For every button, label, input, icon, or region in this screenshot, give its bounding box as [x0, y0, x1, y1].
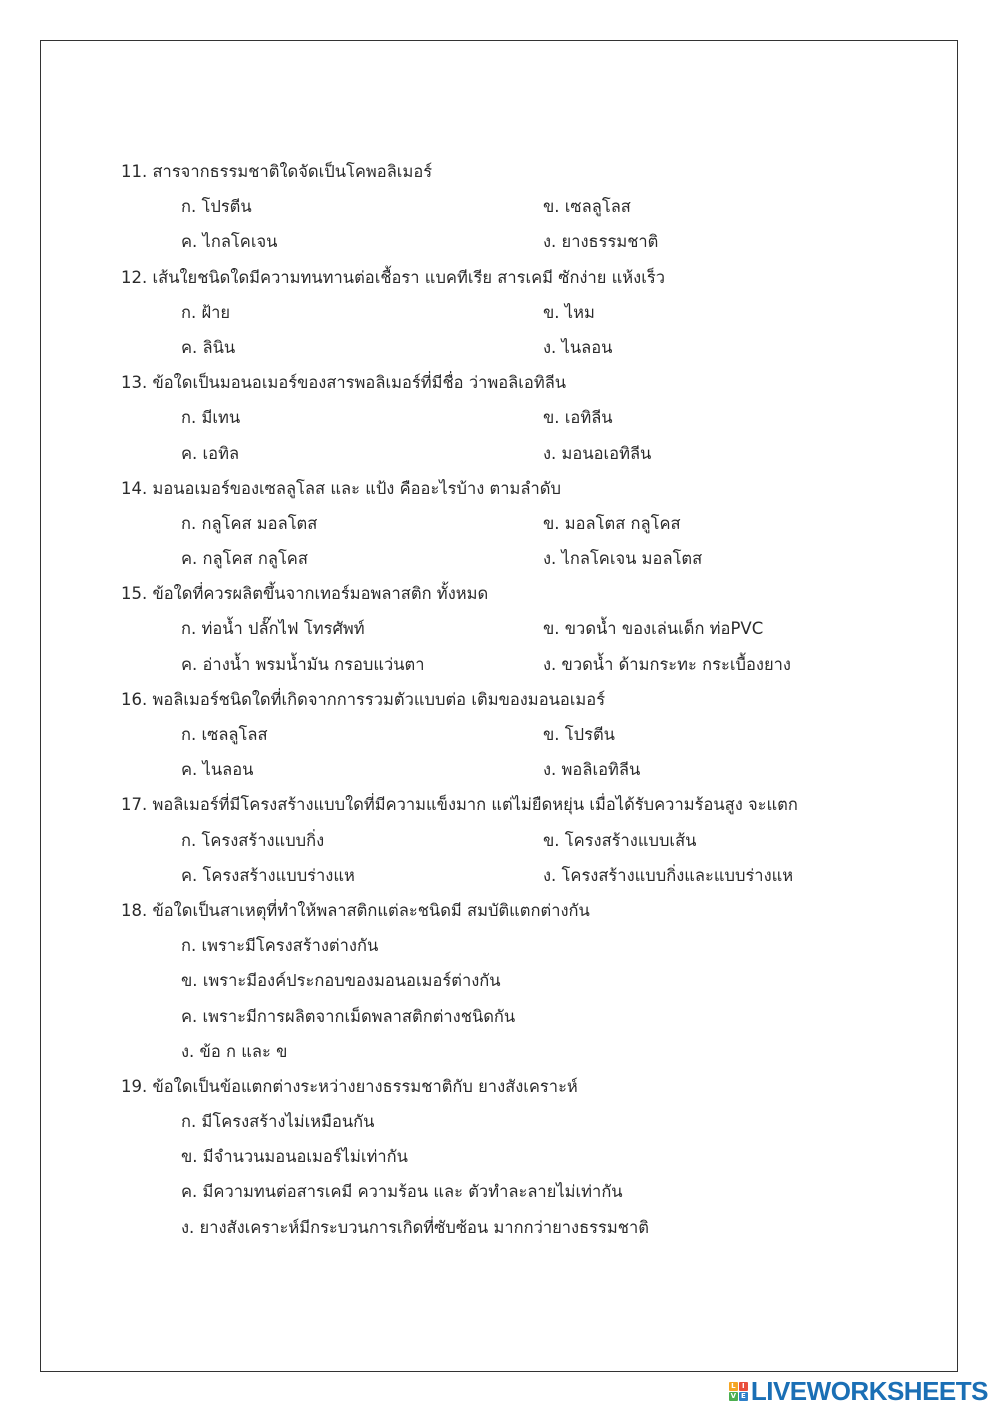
answer-option: ง. ข้อ ก และ ข — [181, 1041, 288, 1061]
answer-option: ข. เซลลูโลส — [543, 197, 631, 217]
question-text: 16. พอลิเมอร์ชนิดใดที่เกิดจากการรวมตัวแบบต่อ เติมของมอนอเมอร์ — [121, 689, 606, 709]
answer-option: ง. ยางธรรมชาติ — [543, 232, 659, 252]
brand-text: LIVEWORKSHEETS — [750, 1375, 988, 1406]
answer-option: ค. อ่างน้ำ พรมน้ำมัน กรอบแว่นตา — [181, 654, 425, 674]
option-row — [121, 224, 921, 259]
logo-tile: E — [739, 1392, 748, 1401]
liveworksheets-logo-icon — [729, 1382, 748, 1401]
answer-option: ค. มีความทนต่อสารเคมี ความร้อน และ ตัวทำละลายไม่เท่ากัน — [181, 1182, 623, 1202]
worksheet-content — [121, 154, 921, 1245]
logo-tile: L — [729, 1382, 738, 1391]
answer-option: ง. โครงสร้างแบบกิ่งและแบบร่างแห — [543, 865, 794, 885]
answer-option: ข. มอลโตส กลูโคส — [543, 513, 681, 533]
answer-option: ข. ขวดน้ำ ของเล่นเด็ก ท่อPVC — [543, 619, 764, 639]
option-row — [121, 295, 921, 330]
answer-option: ค. โครงสร้างแบบร่างแห — [181, 865, 355, 885]
option-row — [121, 400, 921, 435]
answer-option: ก. เพราะมีโครงสร้างต่างกัน — [181, 936, 379, 956]
question-text: 11. สารจากธรรมชาติใดจัดเป็นโคพอลิเมอร์ — [121, 162, 433, 181]
option-row — [121, 1104, 921, 1139]
option-row — [121, 1210, 921, 1245]
answer-option: ง. มอนอเอทิลีน — [543, 443, 652, 463]
answer-option: ง. ไนลอน — [543, 337, 613, 357]
option-row — [121, 752, 921, 787]
answer-option: ก. มีเทน — [181, 408, 241, 428]
answer-option: ก. มีโครงสร้างไม่เหมือนกัน — [181, 1112, 375, 1132]
option-row — [121, 823, 921, 858]
answer-option: ค. กลูโคส กลูโคส — [181, 549, 308, 569]
question-text: 14. มอนอเมอร์ของเซลลูโลส และ แป้ง คืออะไรบ้าง ตามลำดับ — [121, 478, 561, 498]
option-row — [121, 541, 921, 576]
answer-option: ข. เพราะมีองค์ประกอบของมอนอเมอร์ต่างกัน — [181, 971, 501, 991]
option-row — [121, 611, 921, 646]
answer-option: ข. ไหม — [543, 302, 595, 322]
answer-option: ค. ไกลโคเจน — [181, 232, 278, 252]
option-row — [121, 1139, 921, 1174]
option-row — [121, 999, 921, 1034]
liveworksheets-brand — [729, 1376, 988, 1406]
option-row — [121, 928, 921, 963]
answer-option: ง. พอลิเอทิลีน — [543, 760, 641, 780]
answer-option: ก. กลูโคส มอลโตส — [181, 513, 318, 533]
option-row — [121, 1174, 921, 1209]
answer-option: ค. ลินิน — [181, 337, 236, 357]
option-row — [121, 189, 921, 224]
answer-option: ก. โปรตีน — [181, 197, 252, 217]
question-text: 17. พอลิเมอร์ที่มีโครงสร้างแบบใดที่มีความแข็งมาก แต่ไม่ยืดหยุ่น เมื่อได้รับความร้อนสูง จะแตก — [121, 795, 798, 815]
answer-option: ง. ยางสังเคราะห์มีกระบวนการเกิดที่ซับซ้อน มากกว่ายางธรรมชาติ — [181, 1217, 649, 1237]
option-row — [121, 436, 921, 471]
answer-option: ง. ไกลโคเจน มอลโตส — [543, 549, 703, 569]
option-row — [121, 330, 921, 365]
answer-option: ค. เพราะมีการผลิตจากเม็ดพลาสติกต่างชนิดกัน — [181, 1006, 516, 1026]
answer-option: ข. โครงสร้างแบบเส้น — [543, 830, 697, 850]
option-row — [121, 506, 921, 541]
option-row — [121, 717, 921, 752]
answer-option: ก. โครงสร้างแบบกิ่ง — [181, 830, 325, 850]
answer-option: ข. มีจำนวนมอนอเมอร์ไม่เท่ากัน — [181, 1147, 408, 1167]
question-text: 12. เส้นใยชนิดใดมีความทนทานต่อเชื้อรา แบคทีเรีย สารเคมี ซักง่าย แห้งเร็ว — [121, 267, 666, 287]
option-row — [121, 1034, 921, 1069]
question-text: 18. ข้อใดเป็นสาเหตุที่ทำให้พลาสติกแต่ละชนิดมี สมบัติแตกต่างกัน — [121, 900, 590, 920]
answer-option: ข. เอทิลีน — [543, 408, 613, 428]
option-row — [121, 963, 921, 998]
question-text: 15. ข้อใดที่ควรผลิตขึ้นจากเทอร์มอพลาสติก ทั้งหมด — [121, 584, 489, 604]
answer-option: ง. ขวดน้ำ ด้ามกระทะ กระเบื้องยาง — [543, 654, 791, 674]
logo-tile: V — [730, 1391, 737, 1400]
answer-option: ค. ไนลอน — [181, 760, 254, 780]
logo-tile: I — [739, 1382, 748, 1391]
answer-option: ก. ฝ้าย — [181, 302, 231, 322]
answer-option: ข. โปรตีน — [543, 725, 615, 744]
option-row — [121, 858, 921, 893]
answer-option: ก. ท่อน้ำ ปลั๊กไฟ โทรศัพท์ — [181, 619, 365, 639]
answer-option: ค. เอทิล — [181, 443, 240, 463]
question-text: 19. ข้อใดเป็นข้อแตกต่างระหว่างยางธรรมชาติกับ ยางสังเคราะห์ — [121, 1076, 578, 1096]
answer-option: ก. เซลลูโลส — [181, 725, 268, 744]
question-text: 13. ข้อใดเป็นมอนอเมอร์ของสารพอลิเมอร์ที่มีชื่อ ว่าพอลิเอทิลีน — [121, 373, 567, 393]
option-row — [121, 647, 921, 682]
